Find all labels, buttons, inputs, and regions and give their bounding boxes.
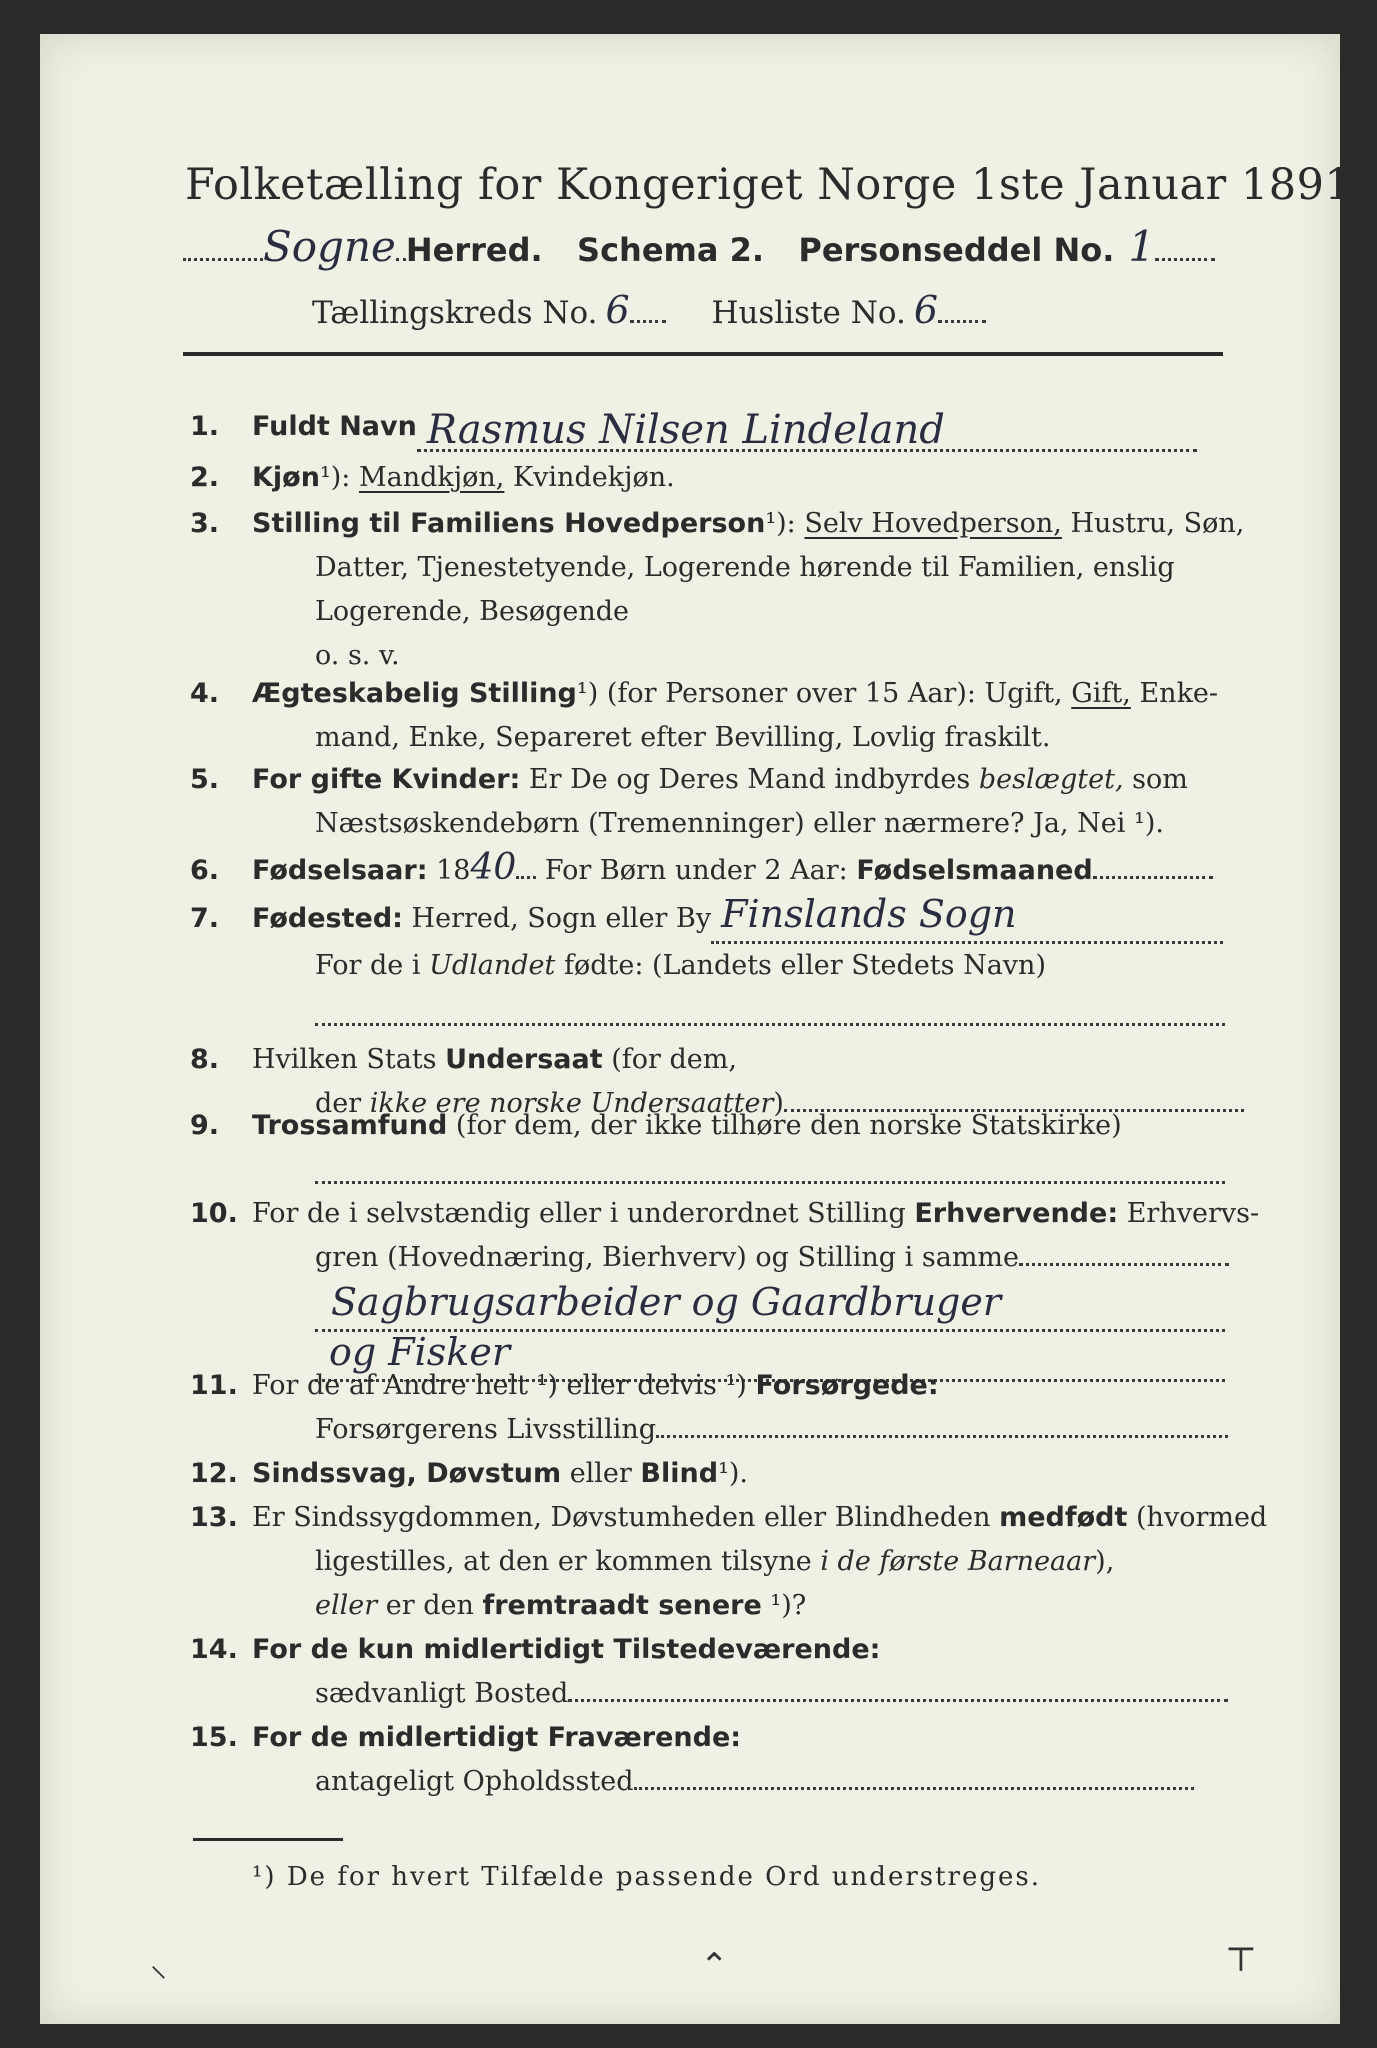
item-married-women — [190, 758, 1225, 846]
item-number: 11. — [190, 1370, 238, 1401]
item-label: Fødested: — [252, 903, 403, 934]
question-text: Næstsøskendebørn (Tremenninger) eller nærmere? Ja, Nei ¹). — [315, 808, 1164, 839]
question-text: ligestilles, at den er kommen tilsyne — [315, 1546, 812, 1577]
birthplace-value: Finslands Sogn — [721, 892, 1017, 936]
question-text: er den — [385, 1590, 474, 1621]
selected-option: Gift, — [1071, 678, 1131, 709]
item-number: 13. — [190, 1502, 238, 1533]
item-label: Fødselsaar: — [252, 855, 428, 886]
option-text: Hustru, Søn, — [1070, 508, 1245, 539]
birth-year-value: 40 — [470, 847, 517, 888]
question-text: Herred, Sogn eller By — [411, 903, 712, 934]
footnote: ¹) De for hvert Tilfælde passende Ord understreges. — [252, 1862, 1042, 1892]
question-text: sædvanligt Bosted — [315, 1678, 569, 1709]
item-number: 6. — [190, 855, 220, 886]
item-label: Forsørgede: — [755, 1370, 939, 1401]
question-text: ikke ere norske Undersaatter — [369, 1088, 774, 1119]
question-text: ) — [773, 1088, 784, 1119]
question-text: der — [315, 1088, 362, 1119]
birth-year-prefix: 18 — [436, 855, 471, 886]
question-text: For de af Andre helt ¹) eller delvis ¹) — [252, 1370, 747, 1401]
item-label: For gifte Kvinder: — [252, 764, 521, 795]
question-text: eller — [315, 1590, 378, 1621]
question-text: antageligt Opholdssted — [315, 1766, 634, 1797]
sex-male-option: Mandkjøn, — [359, 462, 505, 493]
selected-option: Selv Hovedperson, — [804, 508, 1062, 539]
item-birth-year — [190, 846, 1225, 893]
question-text: som — [1132, 764, 1188, 795]
question-text: i de første Barneaar — [820, 1546, 1096, 1577]
item-label: Stilling til Familiens Hovedperson — [252, 508, 766, 539]
item-number: 1. — [190, 411, 220, 442]
item-label: Ægteskabelig Stilling — [252, 678, 577, 709]
item-full-name — [190, 400, 1225, 452]
item-number: 5. — [190, 764, 220, 795]
item-label: For de midlertidigt Fraværende: — [252, 1722, 742, 1753]
question-text: eller — [569, 1458, 632, 1489]
option-text: mand, Enke, Separeret efter Bevilling, Lovlig fraskilt. — [315, 722, 1051, 753]
item-number: 9. — [190, 1110, 220, 1141]
question-text: For de i selvstændig eller i underordnet Stilling — [252, 1198, 906, 1229]
item-label: medfødt — [999, 1502, 1128, 1533]
item-label: For de kun midlertidigt Tilstedeværende: — [252, 1634, 881, 1665]
item-temporarily-present — [190, 1628, 1225, 1716]
schema-label: Schema 2. — [577, 231, 765, 269]
item-number: 12. — [190, 1458, 238, 1489]
item-number: 7. — [190, 903, 220, 934]
herred-label: Herred. — [405, 231, 543, 269]
corner-mark-right: ⊤ — [1225, 1940, 1257, 1980]
item-religion — [190, 1104, 1225, 1198]
herred-value: Sogne — [263, 222, 396, 271]
item-number: 15. — [190, 1722, 238, 1753]
full-name-value: Rasmus Nilsen Lindeland — [426, 407, 945, 453]
question-text: Udlandet — [429, 950, 556, 981]
husliste-value: 6 — [913, 288, 939, 332]
option-text: Datter, Tjenestetyende, Logerende hørende til Familien, enslig — [315, 552, 1175, 583]
item-birthplace — [190, 892, 1225, 1040]
question-text: (for dem, der ikke tilhøre den norske Statskirke) — [455, 1110, 1122, 1141]
option-text: ¹) (for Personer over 15 Aar): Ugift, — [576, 678, 1063, 709]
header-row-2 — [312, 288, 986, 332]
item-marital-status — [190, 672, 1225, 760]
question-text: beslægtet, — [978, 764, 1124, 795]
header-divider — [183, 352, 1223, 356]
tellingskreds-label: Tællingskreds No. — [312, 295, 598, 331]
question-text: For de i — [315, 950, 421, 981]
item-number: 3. — [190, 508, 220, 539]
question-text: (for dem, — [611, 1044, 737, 1075]
occupation-value-2: og Fisker — [329, 1330, 510, 1374]
item-label: Kjøn — [252, 462, 320, 493]
question-text: Er De og Deres Mand indbyrdes — [528, 764, 971, 795]
item-occupation — [190, 1192, 1260, 1374]
header-row-1 — [183, 222, 1215, 271]
option-text: Logerende, Besøgende — [315, 596, 629, 627]
item-label: Fuldt Navn — [252, 411, 417, 442]
question-text: Er Sindssygdommen, Døvstumheden eller Blindheden — [252, 1502, 991, 1533]
item-label: Blind — [640, 1458, 719, 1489]
question-text: gren (Hovednæring, Bierhverv) og Stilling i samme — [315, 1242, 1020, 1273]
question-text: Erhvervs- — [1126, 1198, 1260, 1229]
item-temporarily-absent — [190, 1716, 1225, 1804]
personseddel-label: Personseddel No. — [798, 231, 1115, 269]
corner-mark-center: ⌃ — [700, 1946, 729, 1986]
item-number: 14. — [190, 1634, 238, 1665]
footnote-ref: ¹). — [718, 1458, 749, 1489]
item-label: fremtraadt senere — [482, 1590, 762, 1621]
item-label: Erhvervende: — [914, 1198, 1119, 1229]
question-text: For Børn under 2 Aar: — [544, 855, 848, 886]
option-text: o. s. v. — [315, 640, 400, 671]
occupation-value-1: Sagbrugsarbeider og Gaardbruger — [331, 1280, 1002, 1324]
tellingskreds-value: 6 — [605, 288, 630, 332]
footnote-ref: ¹): — [319, 462, 351, 493]
question-text: (hvormed — [1136, 1502, 1268, 1533]
item-congenital — [190, 1496, 1268, 1628]
item-disability — [190, 1452, 1225, 1496]
item-sex — [190, 456, 1225, 500]
item-label: Trossamfund — [252, 1110, 448, 1141]
sex-female-option: Kvindekjøn. — [513, 462, 675, 493]
item-number: 8. — [190, 1044, 220, 1075]
option-text: Enke- — [1139, 678, 1219, 709]
question-text: ), — [1095, 1546, 1115, 1577]
footnote-ref: ¹)? — [770, 1590, 807, 1621]
footnote-ref: ¹): — [765, 508, 796, 539]
item-label: Undersaat — [445, 1044, 603, 1075]
personseddel-value: 1 — [1128, 222, 1156, 271]
question-text: fødte: (Landets eller Stedets Navn) — [563, 950, 1046, 981]
item-household-position — [190, 502, 1245, 678]
footnote-divider — [193, 1838, 343, 1841]
item-label: Sindssvag, Døvstum — [252, 1458, 562, 1489]
question-text: Forsørgerens Livsstilling — [315, 1414, 657, 1445]
item-number: 2. — [190, 462, 220, 493]
form-title: Folketælling for Kongeriget Norge 1ste Januar 1891. — [185, 160, 1367, 210]
item-number: 10. — [190, 1198, 238, 1229]
item-number: 4. — [190, 678, 220, 709]
corner-mark-left: ⸜ — [150, 1945, 167, 1985]
question-text: Hvilken Stats — [252, 1044, 437, 1075]
husliste-label: Husliste No. — [711, 295, 906, 331]
item-dependents — [190, 1364, 1225, 1452]
item-label: Fødselsmaaned — [856, 855, 1093, 886]
